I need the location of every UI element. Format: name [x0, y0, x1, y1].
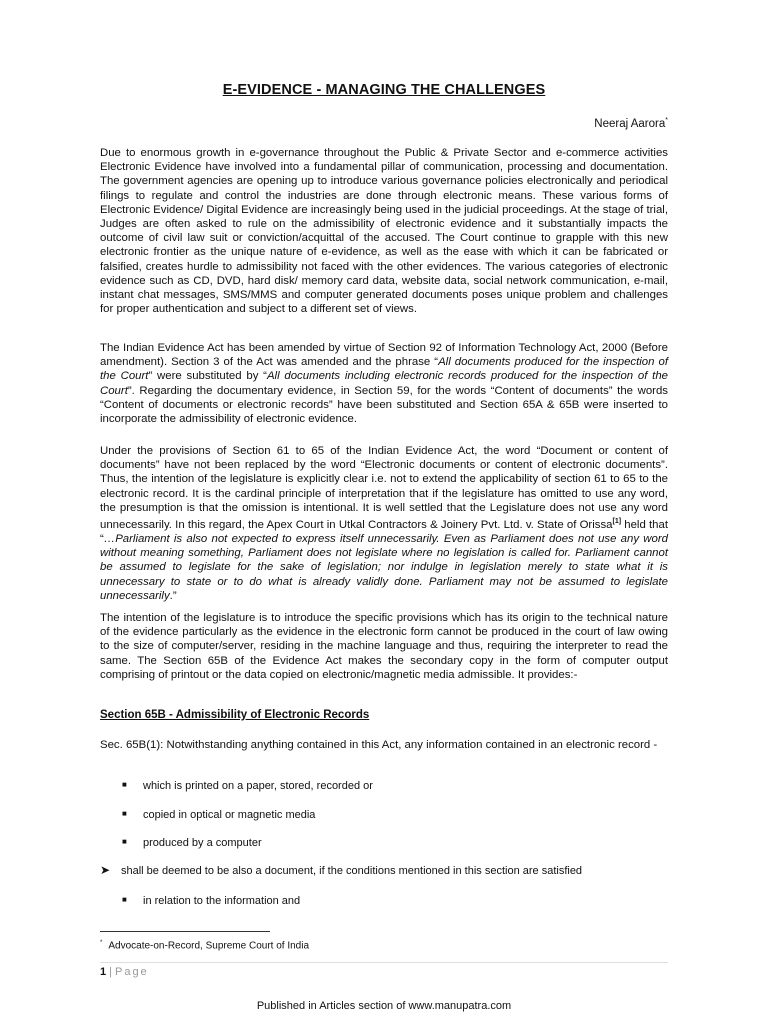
document-title: E-EVIDENCE - MANAGING THE CHALLENGES [222, 82, 546, 98]
paragraph-amendment [100, 341, 668, 426]
p3-text-end: .” [169, 589, 177, 602]
author-line [594, 117, 668, 130]
p2-text-c: ”. Regarding the documentary evidence, in Section 59, for the words “Content of documents” the words “Content of documents or electronic records” have been substituted and Section 65A & 65B were inserted to incorporate the admissibility of electronic evidence. [100, 384, 668, 426]
paragraph-intention: The intention of the legislature is to introduce the specific provisions which has its origin to the technical nature of the evidence particularly as the evidence in the electronic form cannot be produced in the court of law owing to the size of computer/server, residing in the machine language and thus, requiring the interpreter to read the same. The Section 65B of the Evidence Act makes the secondary copy in the form of computer output comprising of printout or the data copied on electronic/magnetic media admissible. It provides:- [100, 612, 668, 681]
list-item-text: which is printed on a paper, stored, recorded or [143, 780, 373, 792]
footnote-ref-link[interactable]: [1] [612, 518, 622, 526]
page-number-label: Page [114, 966, 149, 978]
paragraph-intro: Due to enormous growth in e-governance throughout the Public & Private Sector and e-commerce activities Electronic Evidence have involved into a fundamental pillar of communication, processing and documentation. The government agencies are opening up to introduce various governance policies electronically and periodical filings to regulate and control the industries are done through electronic means. These various forms of Electronic Evidence/ Digital Evidence are increasingly being used in the judicial proceedings. At the stage of trial, Judges are often asked to rule on the admissibility of electronic evidence and it substantially impacts the outcome of civil law suit or conviction/acquittal of the accused. The Court continue to grapple with this new electronic frontier as the unique nature of e-evidence, as well as the ease with which it can be fabricated or falsified, creates hurdle to admissibility not faced with the other evidences. The various categories of electronic evidence such as CD, DVD, hard disk/ memory card data, website data, social network communication, e-mail, instant chat messages, SMS/MMS and computer generated documents poses unique problem and challenges for proper authentication and subject to a different set of views. [100, 147, 668, 316]
page-number-separator: | [109, 966, 112, 978]
paragraph-sections-61-65 [100, 444, 668, 603]
page-number-value: 1 [100, 966, 107, 978]
arrow-bullet-icon: ➤ [100, 863, 111, 877]
footnote [100, 940, 309, 951]
list-item-text: copied in optical or magnetic media [143, 809, 316, 821]
list-item-text: produced by a computer [143, 837, 262, 849]
p3-quote: …Parliament is also not expected to express itself unnecessarily. Even as Parliament does not use any word without meaning something, Parliament does not legislate where no legislation is called for. Parliament cannot be assumed to legislate for the sake of legislation; nor indulge in legislation merely to state what it is unnecessary to state or to do what is already validly done. Parliament may not be assumed to legislate unnecessarily [100, 533, 668, 602]
page-footer-divider [100, 962, 668, 963]
list-item-text: in relation to the information and [143, 895, 301, 907]
footnote-divider [100, 931, 270, 932]
paragraph-sec-65b1: Sec. 65B(1): Notwithstanding anything contained in this Act, any information contained in an electronic record - [100, 739, 658, 751]
author-footnote-mark: * [665, 117, 668, 124]
page-number [100, 966, 149, 978]
square-bullet-icon: ■ [122, 780, 127, 789]
arrow-item-text: shall be deemed to be also a document, if the conditions mentioned in this section are satisfied [121, 865, 583, 877]
square-bullet-icon: ■ [122, 809, 127, 818]
author-name: Neeraj Aarora [594, 117, 666, 130]
p2-quote-a: All documents produced for the inspection of the Court [100, 356, 668, 383]
p3-text-a: Under the provisions of Section 61 to 65 of the Indian Evidence Act, the word “Document or content of documents” have not been replaced by the word “Electronic documents or content of electronic documents”. Thus, the intention of the legislature is explicitly clear i.e. not to extend the applicability of section 61 to 65 to the electronic record. It is the cardinal principle of interpretation that if the legislature has omitted to use any word, the presumption is that the omission is intentional. It is well settled that the Legislature does not use any word unnecessarily. In this regard, the Apex Court in Utkal Contractors & Joinery Pvt. Ltd. v. State of Orissa [100, 445, 668, 531]
footnote-text: Advocate-on-Record, Supreme Court of India [108, 940, 310, 952]
square-bullet-icon: ■ [122, 895, 127, 904]
square-bullet-icon: ■ [122, 837, 127, 846]
footnote-mark: * [100, 940, 103, 946]
section-heading: Section 65B - Admissibility of Electronic Records [100, 709, 370, 721]
p2-quote-b: All documents including electronic records produced for the inspection of the Court [100, 370, 668, 397]
p3-text-b: held that “ [100, 518, 668, 546]
published-note: Published in Articles section of www.manupatra.com [256, 1000, 512, 1012]
p2-text-b: ” were substituted by “ [148, 370, 267, 383]
p2-text-a: The Indian Evidence Act has been amended by virtue of Section 92 of Information Technology Act, 2000 (Before amendment). Section 3 of the Act was amended and the phrase “ [100, 342, 668, 369]
